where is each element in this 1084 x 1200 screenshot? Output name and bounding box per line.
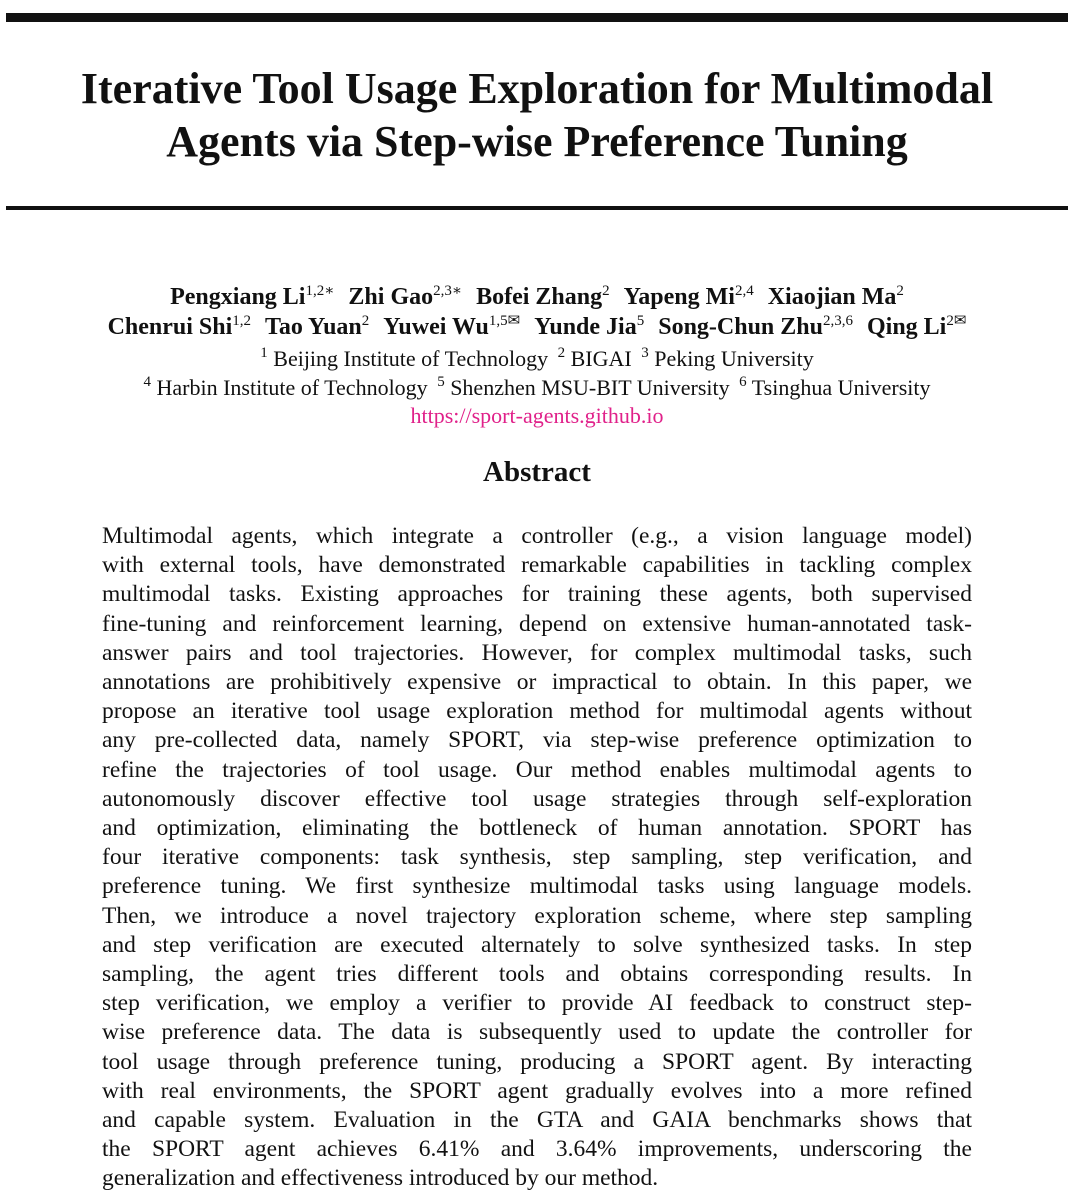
abstract-line: the SPORT agent achieves 6.41% and 3.64% improvements, underscoring the [102,1136,972,1163]
author-affil-mark: 2,4 [734,283,754,299]
abstract-line: generalization and effectiveness introduced by our method. [102,1165,659,1192]
abstract-line: Then, we introduce a novel trajectory exploration scheme, where step sampling [102,902,972,929]
affiliation-number: 5 [437,374,445,390]
author [265,314,369,340]
title-line-2: Agents via Step-wise Preference Tuning [166,117,908,166]
author [476,284,610,310]
author-name: Zhi Gao [348,284,434,310]
paper-title [0,62,1074,168]
title-line-1: Iterative Tool Usage Exploration for Multimodal [80,64,994,113]
author-affil-mark: 2✉ [946,313,967,329]
author [658,314,853,340]
abstract-heading: Abstract [483,456,591,488]
author-name: Xiaojian Ma [767,284,897,310]
author-name: Chenrui Shi [107,314,233,340]
author-affil-mark: 2 [896,283,904,299]
abstract-line: with real environments, the SPORT agent gradually evolves into a more refined [102,1077,972,1104]
author [383,314,520,340]
author [348,284,462,310]
author [867,314,966,340]
abstract-line: autonomously discover effective tool usage strategies through self-exploration [102,785,972,812]
abstract-line: annotations are prohibitively expensive or impractical to obtain. In this paper, we [102,669,972,696]
affiliation [260,346,548,371]
author-affil-mark: 1,5✉ [488,313,521,329]
affiliation-name: Tsinghua University [751,375,931,400]
author-row-2 [0,312,1074,342]
affiliation [641,346,814,371]
abstract-body [102,522,972,1194]
affiliations-row-2 [0,374,1074,402]
author-name: Bofei Zhang [476,284,603,310]
abstract-line: multimodal tasks. Existing approaches for training these agents, both supervised [102,581,972,608]
affiliation [558,346,632,371]
abstract-line: refine the trajectories of tool usage. Our method enables multimodal agents to [102,756,972,783]
author-name: Yuwei Wu [383,314,489,340]
author-affil-mark: 1,2 [232,313,252,329]
abstract-line: fine-tuning and reinforcement learning, depend on extensive human-annotated task- [102,610,972,637]
abstract-line: propose an iterative tool usage exploration method for multimodal agents without [102,698,972,725]
abstract-line: wise preference data. The data is subsequently used to update the controller for [102,1019,972,1046]
author [768,284,904,310]
abstract-line: step verification, we employ a verifier to provide AI feedback to construct step- [102,990,972,1017]
author-name: Song-Chun Zhu [658,314,823,340]
author-affil-mark: 5 [636,313,645,329]
author-affil-mark: 2 [602,283,610,299]
author-affil-mark: 2,3,6 [822,313,853,329]
affiliation-number: 4 [143,374,152,390]
author [534,314,644,340]
author-affil-mark: 1,2∗ [305,283,335,299]
author [170,284,334,310]
abstract-line: with external tools, have demonstrated remarkable capabilities in tackling complex [102,552,972,579]
affiliation-number: 6 [739,374,747,390]
affiliation-name: Beijing Institute of Technology [273,346,549,371]
abstract-line: any pre-collected data, namely SPORT, via step-wise preference optimization to [102,727,972,754]
author-name: Pengxiang Li [170,284,306,310]
abstract-line: answer pairs and tool trajectories. However, for complex multimodal tasks, such [102,639,972,666]
affiliations-row-1 [0,345,1074,373]
project-url-link[interactable]: https://sport-agents.github.io [410,403,664,428]
abstract-line: tool usage through preference tuning, producing a SPORT agent. By interacting [102,1048,972,1075]
author-name: Qing Li [866,314,947,340]
author-affil-mark: 2 [361,313,370,329]
author-affil-mark: 2,3∗ [433,283,463,299]
affiliation [437,375,729,400]
affiliation-name: Harbin Institute of Technology [156,375,428,400]
abstract-line: preference tuning. We first synthesize multimodal tasks using language models. [102,873,972,900]
abstract-line: and step verification are executed alternately to solve synthesized tasks. In step [102,931,972,958]
author-row-1 [0,282,1074,312]
title-bottom-rule [6,206,1068,210]
affiliation [739,375,930,400]
top-rule [6,13,1068,22]
abstract-line: four iterative components: task synthesis, step sampling, step verification, and [102,844,972,871]
abstract-line: sampling, the agent tries different tools and obtains corresponding results. In [102,961,972,988]
affiliation-name: Peking University [654,346,814,371]
author [624,284,754,310]
author [108,314,251,340]
author-name: Tao Yuan [265,314,362,340]
affiliation-name: BIGAI [570,346,632,371]
affiliation-number: 1 [260,345,268,361]
abstract-line: and optimization, eliminating the bottleneck of human annotation. SPORT has [102,815,972,842]
author-list [0,282,1074,342]
abstract-line: and capable system. Evaluation in the GTA and GAIA benchmarks shows that [102,1107,972,1134]
affiliation-number: 3 [641,345,649,361]
affiliation [144,375,428,400]
abstract-line: Multimodal agents, which integrate a controller (e.g., a vision language model) [102,523,972,549]
author-name: Yunde Jia [534,314,637,340]
affiliation-name: Shenzhen MSU-BIT University [450,375,730,400]
author-name: Yapeng Mi [623,284,735,310]
affiliation-number: 2 [557,345,566,361]
